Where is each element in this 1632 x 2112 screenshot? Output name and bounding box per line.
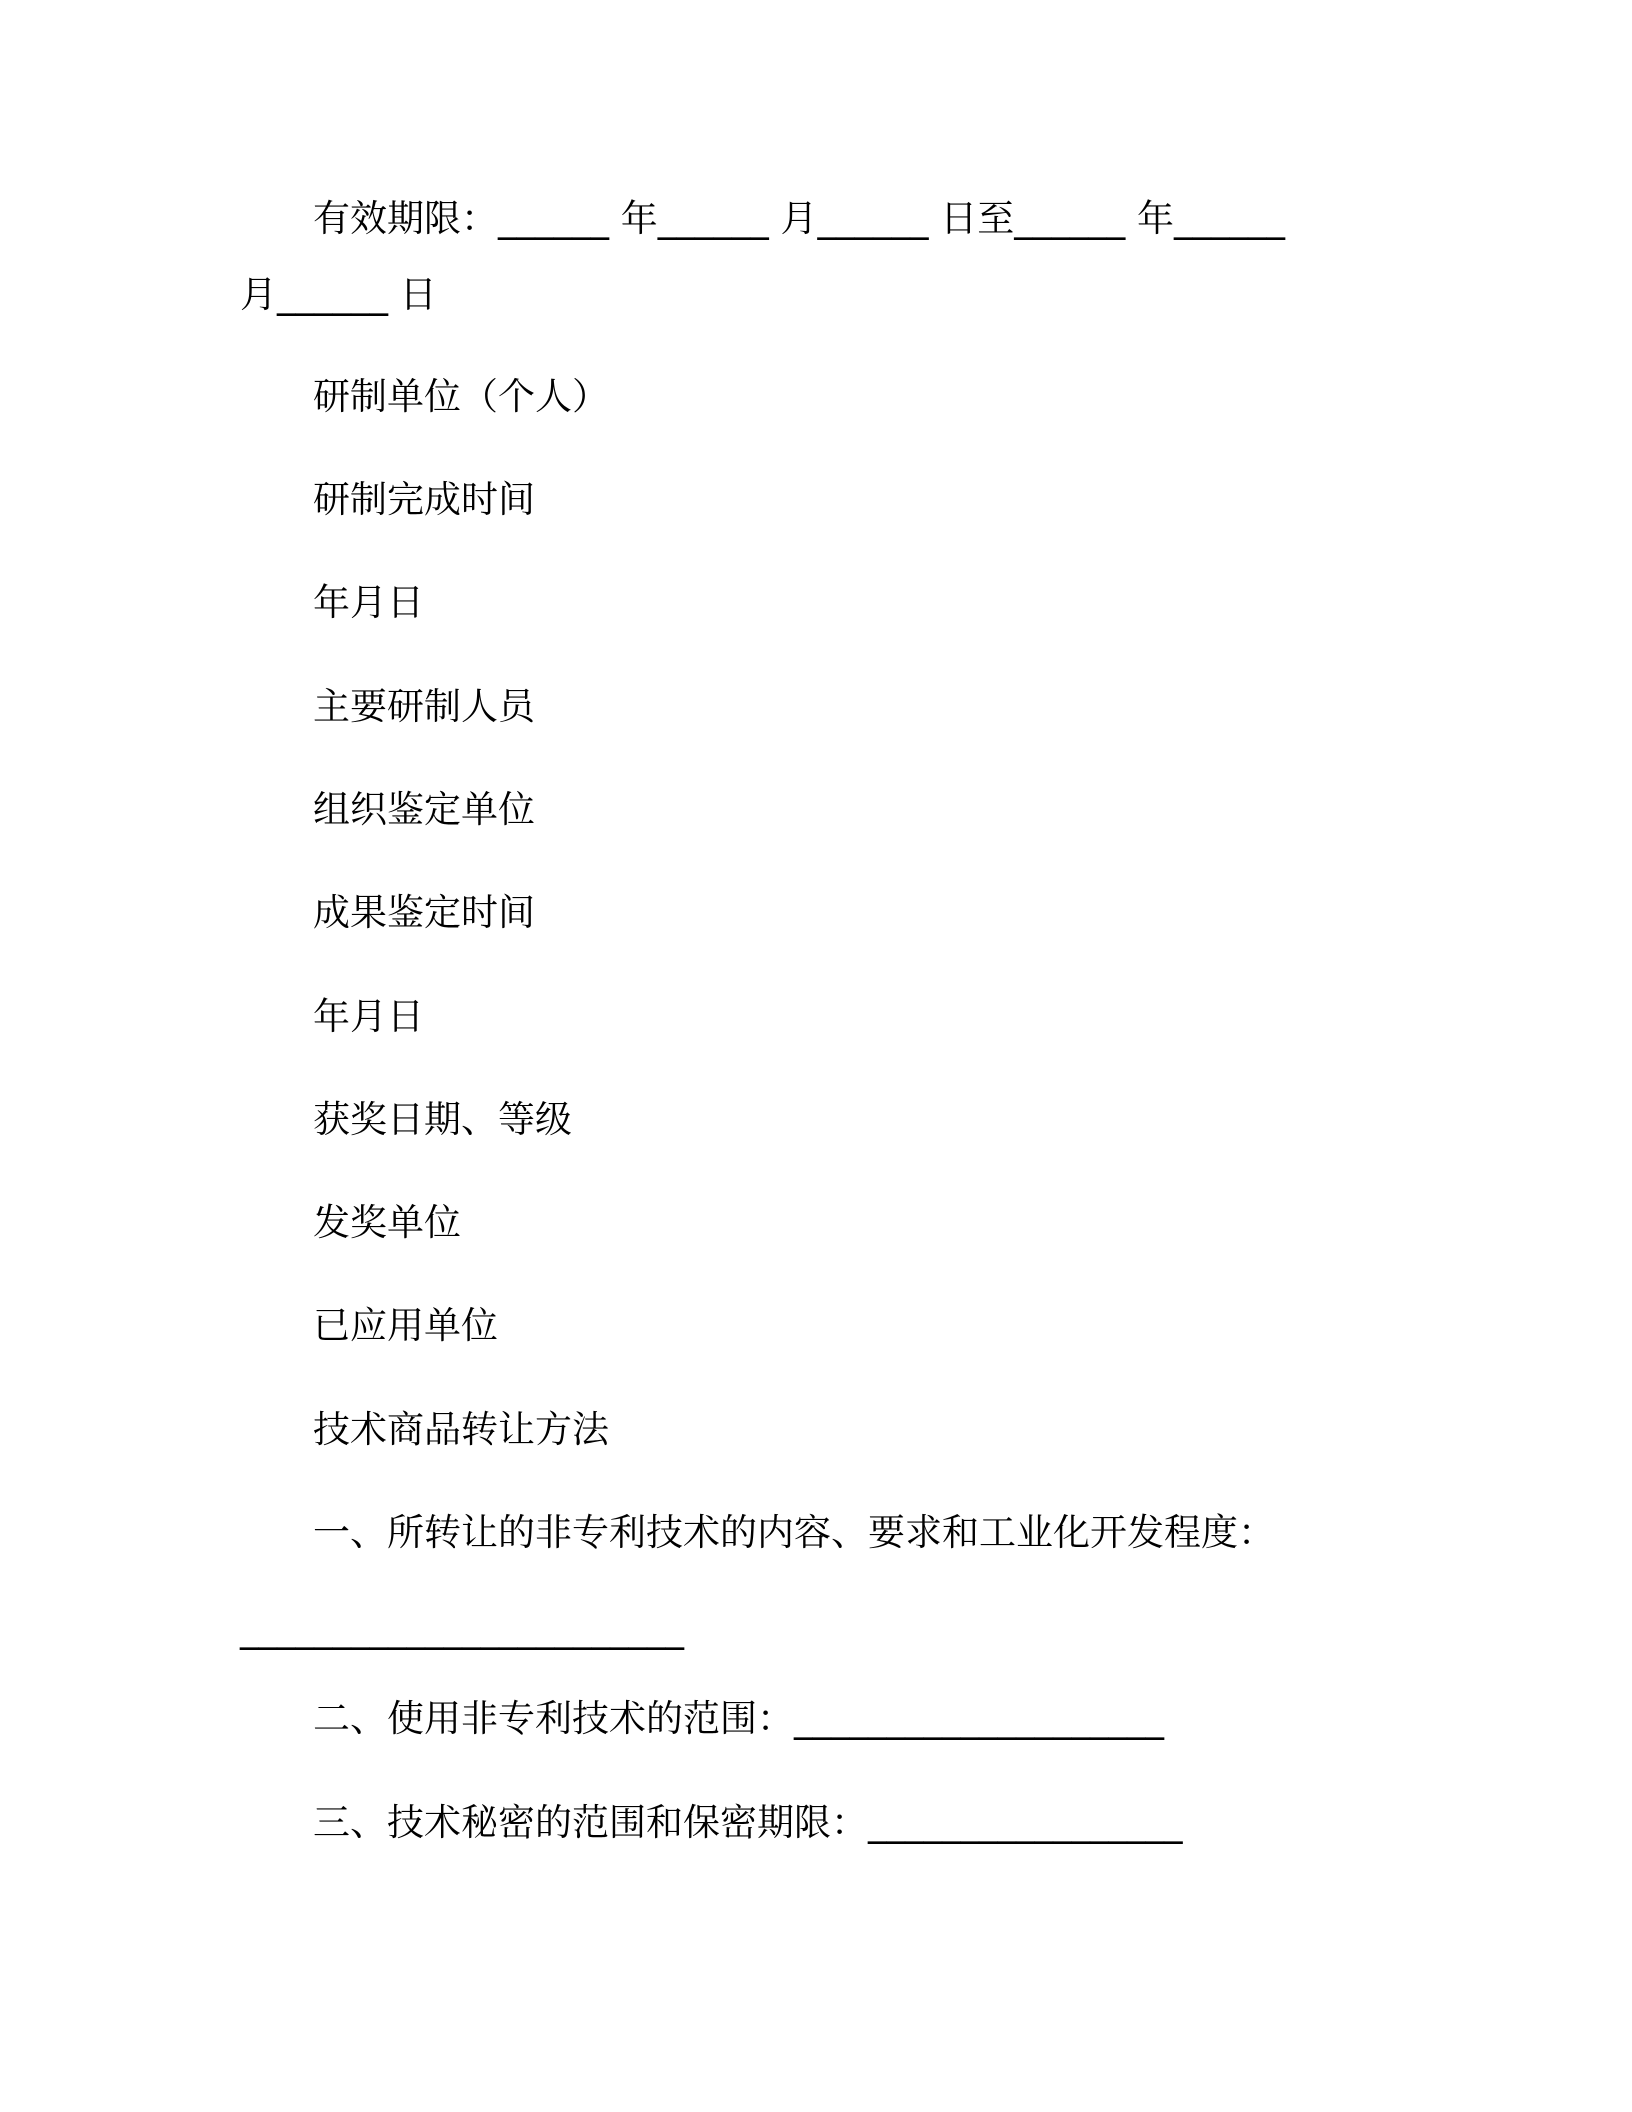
appraisal-time-label: 成果鉴定时间 <box>313 891 535 934</box>
transfer-method-label: 技术商品转让方法 <box>313 1408 609 1451</box>
date-label-2: 年月日 <box>313 995 424 1038</box>
clause-3-text: 三、技术秘密的范围和保密期限：_________________ <box>313 1801 1183 1844</box>
award-date-level-label: 获奖日期、等级 <box>313 1098 572 1141</box>
clause-1-blank-line: ________________________ <box>240 1607 684 1650</box>
date-label-1: 年月日 <box>313 581 424 624</box>
validity-period-line-continued: 月______ 日 <box>240 273 437 316</box>
validity-period-line: 有效期限：______ 年______ 月______ 日至______ 年______ <box>313 197 1286 240</box>
development-completion-time-label: 研制完成时间 <box>313 478 535 521</box>
clause-2-text: 二、使用非专利技术的范围：____________________ <box>313 1697 1164 1740</box>
main-developers-label: 主要研制人员 <box>313 685 535 728</box>
clause-1-text: 一、所转让的非专利技术的内容、要求和工业化开发程度： <box>313 1511 1275 1554</box>
appraisal-organizer-label: 组织鉴定单位 <box>313 788 535 831</box>
development-unit-label: 研制单位（个人） <box>313 375 609 418</box>
award-unit-label: 发奖单位 <box>313 1201 461 1244</box>
applied-units-label: 已应用单位 <box>313 1304 498 1347</box>
